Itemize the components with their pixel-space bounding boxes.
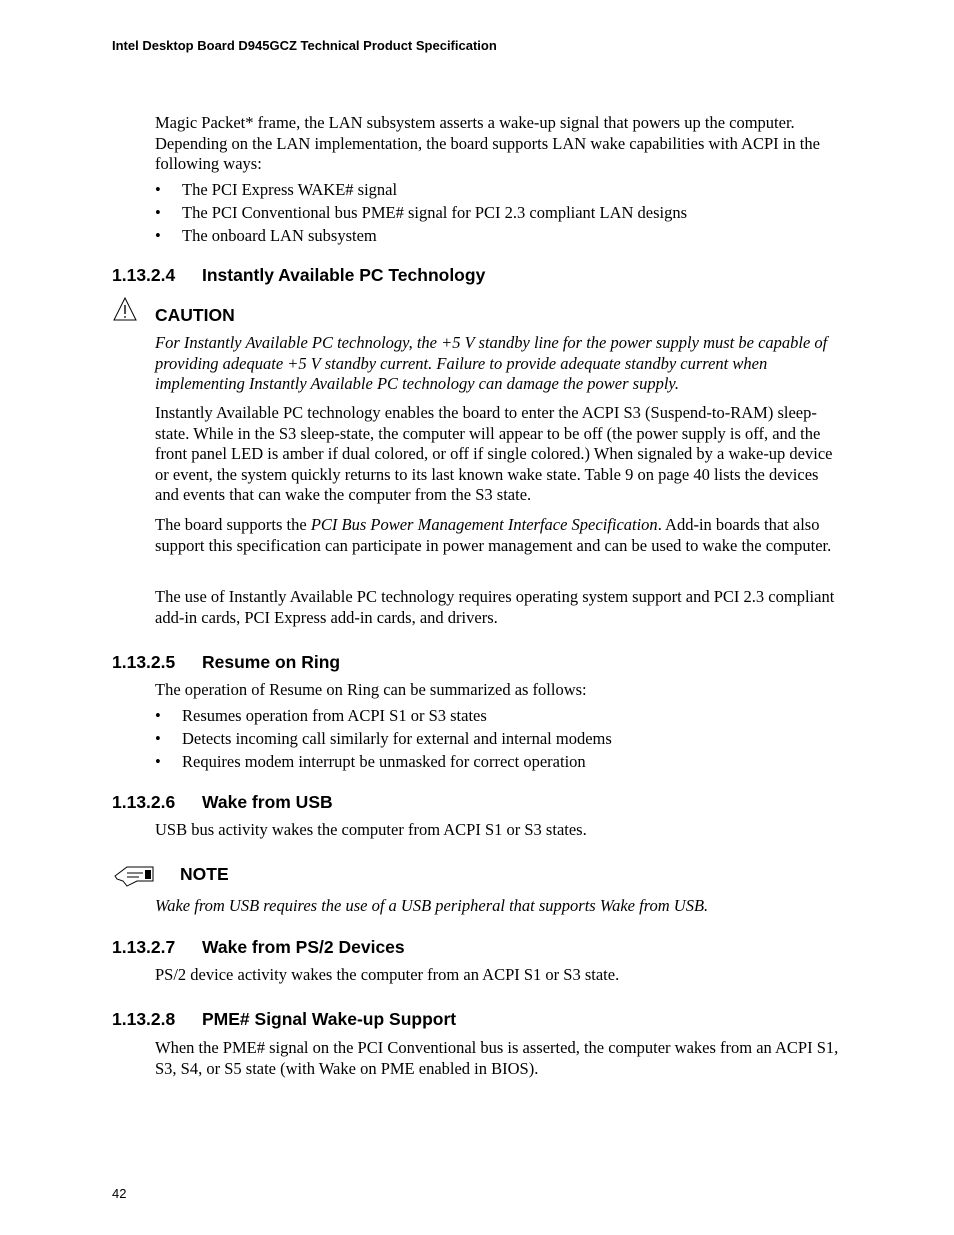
list-item: • The onboard LAN subsystem — [155, 226, 377, 245]
section-heading — [112, 265, 485, 286]
list-item: • The PCI Conventional bus PME# signal for PCI 2.3 compliant LAN designs — [155, 203, 688, 222]
section-title: Wake from USB — [202, 792, 333, 812]
iapc-paragraph-1: Instantly Available PC technology enables the board to enter the ACPI S3 (Suspend-to-RAM) sleep-state. While in the S3 sleep-state, the computer will appear to be off (the power supply is off, and the front panel LED is amber if dual colored, or off if single colored.) When signaled by a wake-up device or event, the system quickly returns to its last known wake state. Table 9 on page 40 lists the devices and events that can wake the computer from the S3 state. — [155, 403, 833, 504]
list-item: • Resumes operation from ACPI S1 or S3 states — [155, 706, 487, 725]
section-title: Wake from PS/2 Devices — [202, 937, 405, 957]
running-header: Intel Desktop Board D945GCZ Technical Product Specification — [112, 38, 497, 53]
intro-paragraph: Magic Packet* frame, the LAN subsystem asserts a wake-up signal that powers up the computer. Depending on the LAN implementation, the board supports LAN wake capabilities with ACPI in the following ways: — [155, 113, 820, 173]
section-number: 1.13.2.8 — [112, 1009, 176, 1029]
section-title: Instantly Available PC Technology — [202, 265, 486, 285]
section-heading — [112, 1009, 456, 1030]
section-heading — [112, 652, 340, 673]
page-number: 42 — [112, 1186, 127, 1201]
section-title: Resume on Ring — [202, 652, 341, 672]
section-title: PME# Signal Wake-up Support — [202, 1009, 457, 1029]
section-number: 1.13.2.7 — [112, 937, 176, 957]
pme-paragraph: When the PME# signal on the PCI Conventional bus is asserted, the computer wakes from an ACPI S1, S3, S4, or S5 state (with Wake on PME enabled in BIOS). — [155, 1038, 839, 1078]
usb-paragraph: USB bus activity wakes the computer from ACPI S1 or S3 states. — [155, 820, 587, 839]
ring-list — [155, 706, 845, 775]
caution-text: For Instantly Available PC technology, the +5 V standby line for the power supply must be capable of providing adequate +5 V standby current. Failure to provide adequate standby current when implementing Instantly Available PC technology can damage the power supply. — [155, 333, 828, 393]
note-hand-icon — [113, 864, 157, 888]
section-heading — [112, 792, 333, 813]
list-item: • Requires modem interrupt be unmasked for correct operation — [155, 752, 586, 771]
lan-wake-list — [155, 180, 845, 249]
list-item: • The PCI Express WAKE# signal — [155, 180, 398, 199]
note-label: NOTE — [180, 864, 229, 884]
list-item: • Detects incoming call similarly for external and internal modems — [155, 729, 612, 748]
note-text: Wake from USB requires the use of a USB peripheral that supports Wake from USB. — [155, 896, 709, 915]
iapc-paragraph-3: The use of Instantly Available PC technology requires operating system support and PCI 2.3 compliant add-in cards, PCI Express add-in cards, and drivers. — [155, 587, 835, 627]
section-number: 1.13.2.4 — [112, 265, 176, 285]
ps2-paragraph: PS/2 device activity wakes the computer from an ACPI S1 or S3 state. — [155, 965, 620, 984]
section-number: 1.13.2.6 — [112, 792, 176, 812]
section-heading — [112, 937, 405, 958]
spec-title: PCI Bus Power Management Interface Specification — [310, 515, 658, 534]
warning-triangle-icon — [112, 296, 138, 322]
caution-label: CAUTION — [155, 305, 235, 325]
ring-intro: The operation of Resume on Ring can be summarized as follows: — [155, 680, 587, 699]
iapc-paragraph-2: The board supports the PCI Bus Power Management Interface Specification. Add-in boards that also support this specification can participate in power management and can be used to wake the computer. — [155, 515, 832, 555]
section-number: 1.13.2.5 — [112, 652, 176, 672]
